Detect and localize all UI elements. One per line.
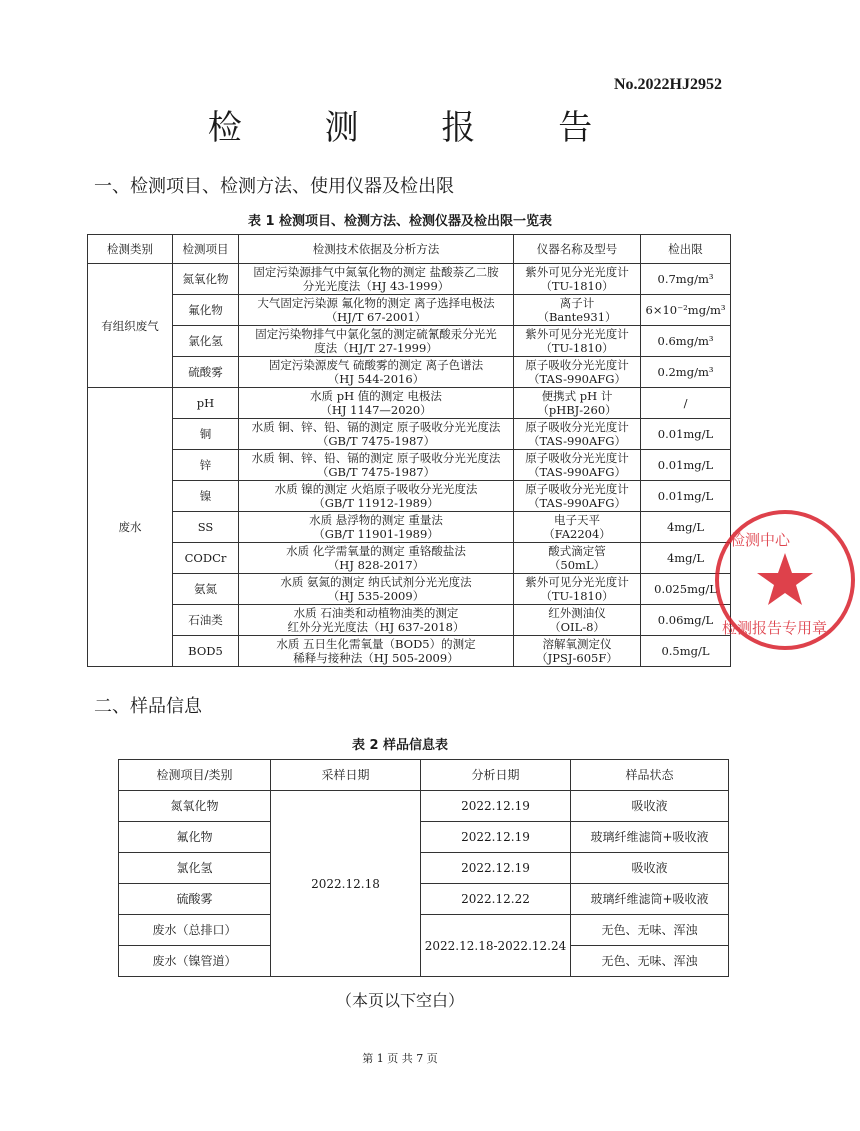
header-cell: 样品状态	[571, 760, 729, 791]
section-2-heading: 二、样品信息	[94, 696, 202, 717]
instrument-cell	[514, 326, 641, 357]
sample-state: 玻璃纤维滤筒+吸收液	[571, 884, 729, 915]
analysis-date: 2022.12.22	[421, 884, 571, 915]
instrument-line: （TU-1810）	[540, 589, 614, 603]
item-cell: 锌	[173, 450, 239, 481]
instrument-line: 原子吸收分光光度计	[525, 420, 629, 434]
category-cell: 废水	[88, 388, 173, 667]
instrument-line: 紫外可见分光光度计	[525, 265, 629, 279]
instrument-line: （OIL-8）	[549, 620, 605, 634]
item-cell: 氟化物	[173, 295, 239, 326]
header-cell: 检测项目/类别	[119, 760, 271, 791]
method-line: 固定污染源废气 硫酸雾的测定 离子色谱法	[268, 358, 484, 372]
detection-methods-table	[87, 234, 731, 667]
table-row	[88, 605, 731, 636]
sample-item: 硫酸雾	[119, 884, 271, 915]
blank-note: （本页以下空白）	[335, 991, 464, 1010]
report-number: No.2022HJ2952	[614, 76, 722, 93]
header-cell: 采样日期	[271, 760, 421, 791]
method-line: （HJ 544-2016）	[327, 372, 425, 386]
instrument-line: （TAS-990AFG）	[528, 465, 626, 479]
instrument-cell	[514, 543, 641, 574]
table-row	[88, 388, 731, 419]
limit-cell: 4mg/L	[641, 512, 731, 543]
method-cell	[239, 295, 514, 326]
table-row	[88, 295, 731, 326]
instrument-cell	[514, 574, 641, 605]
sample-state: 无色、无味、浑浊	[571, 946, 729, 977]
method-line: 红外分光光度法（HJ 637-2018）	[287, 620, 465, 634]
method-cell	[239, 574, 514, 605]
method-cell	[239, 450, 514, 481]
header-cell: 检出限	[641, 235, 731, 264]
instrument-line: （TAS-990AFG）	[528, 496, 626, 510]
table-row	[119, 791, 729, 822]
instrument-line: 离子计	[559, 296, 595, 310]
item-cell: pH	[173, 388, 239, 419]
limit-cell: 0.06mg/L	[641, 605, 731, 636]
item-cell: 石油类	[173, 605, 239, 636]
method-line: 大气固定污染源 氟化物的测定 离子选择电极法	[257, 296, 495, 310]
instrument-line: 便携式 pH 计	[541, 389, 613, 403]
page-footer: 第 1 页 共 7 页	[362, 1052, 438, 1065]
instrument-line: 原子吸收分光光度计	[525, 358, 629, 372]
analysis-date: 2022.12.19	[421, 791, 571, 822]
table-2-caption: 表 2 样品信息表	[351, 738, 449, 753]
instrument-cell	[514, 264, 641, 295]
method-line: （GB/T 11901-1989）	[313, 527, 439, 541]
table-row	[88, 481, 731, 512]
method-cell	[239, 636, 514, 667]
table-header-row	[119, 760, 729, 791]
item-cell: CODCr	[173, 543, 239, 574]
instrument-cell	[514, 388, 641, 419]
table-row	[88, 326, 731, 357]
instrument-line: 电子天平	[554, 513, 600, 527]
limit-cell: 0.01mg/L	[641, 481, 731, 512]
method-line: （GB/T 11912-1989）	[313, 496, 439, 510]
table-row	[88, 450, 731, 481]
instrument-line: （50mL）	[548, 558, 606, 572]
instrument-line: （TAS-990AFG）	[528, 434, 626, 448]
limit-cell: 4mg/L	[641, 543, 731, 574]
analysis-date: 2022.12.19	[421, 853, 571, 884]
sample-item: 废水（总排口）	[119, 915, 271, 946]
item-cell: BOD5	[173, 636, 239, 667]
category-cell: 有组织废气	[88, 264, 173, 388]
instrument-line: 红外测油仪	[548, 606, 606, 620]
instrument-line: （pHBJ-260）	[537, 403, 617, 417]
limit-cell: 0.01mg/L	[641, 419, 731, 450]
instrument-line: （TU-1810）	[540, 341, 614, 355]
method-cell	[239, 512, 514, 543]
section-1-heading: 一、检测项目、检测方法、使用仪器及检出限	[94, 176, 454, 197]
item-cell: 铜	[173, 419, 239, 450]
table-header-row	[88, 235, 731, 264]
method-line: 固定污染物排气中氯化氢的测定硫氰酸汞分光光	[255, 327, 497, 341]
table-row	[88, 636, 731, 667]
limit-cell: 6×10⁻²mg/m³	[641, 295, 731, 326]
instrument-cell	[514, 481, 641, 512]
sample-state: 吸收液	[571, 853, 729, 884]
header-cell: 检测技术依据及分析方法	[239, 235, 514, 264]
method-cell	[239, 419, 514, 450]
table-row	[88, 574, 731, 605]
instrument-cell	[514, 357, 641, 388]
instrument-line: （FA2204）	[543, 527, 611, 541]
method-line: （HJ 535-2009）	[327, 589, 425, 603]
instrument-line: 原子吸收分光光度计	[525, 482, 629, 496]
instrument-cell	[514, 636, 641, 667]
table-row	[88, 419, 731, 450]
method-line: 水质 铜、锌、铅、镉的测定 原子吸收分光光度法	[251, 451, 501, 465]
instrument-line: 酸式滴定管	[548, 544, 606, 558]
method-line: 水质 石油类和动植物油类的测定	[293, 606, 459, 620]
method-cell	[239, 388, 514, 419]
method-line: 水质 悬浮物的测定 重量法	[309, 513, 443, 527]
method-line: 度法（HJ/T 27-1999）	[314, 341, 438, 355]
sample-item: 氮氧化物	[119, 791, 271, 822]
item-cell: 镍	[173, 481, 239, 512]
instrument-cell	[514, 295, 641, 326]
table-row	[88, 512, 731, 543]
limit-cell: 0.7mg/m³	[641, 264, 731, 295]
table-row	[88, 357, 731, 388]
item-cell: SS	[173, 512, 239, 543]
table-row	[119, 915, 729, 946]
limit-cell: 0.2mg/m³	[641, 357, 731, 388]
analysis-date: 2022.12.19	[421, 822, 571, 853]
method-line: 水质 镍的测定 火焰原子吸收分光光度法	[274, 482, 478, 496]
table-row	[88, 543, 731, 574]
method-cell	[239, 605, 514, 636]
page-title: 检 测 报 告	[207, 108, 629, 148]
table-row	[119, 884, 729, 915]
limit-cell: 0.6mg/m³	[641, 326, 731, 357]
method-line: 水质 化学需氧量的测定 重铬酸盐法	[286, 544, 466, 558]
header-cell: 仪器名称及型号	[514, 235, 641, 264]
instrument-cell	[514, 605, 641, 636]
instrument-line: 紫外可见分光光度计	[525, 327, 629, 341]
sample-item: 废水（镍管道）	[119, 946, 271, 977]
instrument-cell	[514, 512, 641, 543]
sample-item: 氟化物	[119, 822, 271, 853]
item-cell: 硫酸雾	[173, 357, 239, 388]
header-cell: 检测项目	[173, 235, 239, 264]
table-1-caption: 表 1 检测项目、检测方法、检测仪器及检出限一览表	[247, 214, 553, 229]
limit-cell: 0.01mg/L	[641, 450, 731, 481]
header-cell: 检测类别	[88, 235, 173, 264]
item-cell: 氮氧化物	[173, 264, 239, 295]
svg-text:检测中心: 检测中心	[730, 531, 791, 549]
method-cell	[239, 543, 514, 574]
sample-state: 玻璃纤维滤筒+吸收液	[571, 822, 729, 853]
limit-cell: /	[641, 388, 731, 419]
instrument-line: （JPSJ-605F）	[536, 651, 618, 665]
sampling-date: 2022.12.18	[271, 791, 421, 977]
sample-item: 氯化氢	[119, 853, 271, 884]
method-line: 水质 铜、锌、铅、镉的测定 原子吸收分光光度法	[251, 420, 501, 434]
table-row	[119, 822, 729, 853]
item-cell: 氯化氢	[173, 326, 239, 357]
sample-info-table	[118, 759, 729, 977]
sample-state: 吸收液	[571, 791, 729, 822]
method-cell	[239, 481, 514, 512]
method-line: 水质 五日生化需氧量（BOD5）的测定	[276, 637, 476, 651]
item-cell: 氨氮	[173, 574, 239, 605]
method-line: （GB/T 7475-1987）	[316, 465, 436, 479]
limit-cell: 0.025mg/L	[641, 574, 731, 605]
sample-state: 无色、无味、浑浊	[571, 915, 729, 946]
method-cell	[239, 326, 514, 357]
instrument-cell	[514, 419, 641, 450]
method-cell	[239, 357, 514, 388]
method-line: （HJ/T 67-2001）	[325, 310, 427, 324]
method-line: （HJ 1147—2020）	[320, 403, 432, 417]
instrument-line: （Bante931）	[537, 310, 617, 324]
instrument-line: （TU-1810）	[540, 279, 614, 293]
method-line: 水质 pH 值的测定 电极法	[310, 389, 442, 403]
method-line: 水质 氨氮的测定 纳氏试剂分光光度法	[280, 575, 472, 589]
method-line: 固定污染源排气中氮氧化物的测定 盐酸萘乙二胺	[253, 265, 499, 279]
method-line: （HJ 828-2017）	[327, 558, 425, 572]
instrument-cell	[514, 450, 641, 481]
instrument-line: （TAS-990AFG）	[528, 372, 626, 386]
instrument-line: 溶解氧测定仪	[542, 637, 612, 651]
method-line: 稀释与接种法（HJ 505-2009）	[293, 651, 459, 665]
table-row	[119, 853, 729, 884]
method-line: （GB/T 7475-1987）	[316, 434, 436, 448]
seal-stamp-icon	[710, 505, 860, 655]
svg-text:检测报告专用章: 检测报告专用章	[722, 619, 828, 637]
table-row	[88, 264, 731, 295]
limit-cell: 0.5mg/L	[641, 636, 731, 667]
instrument-line: 原子吸收分光光度计	[525, 451, 629, 465]
header-cell: 分析日期	[421, 760, 571, 791]
analysis-date: 2022.12.18-2022.12.24	[421, 915, 571, 977]
method-line: 分光光度法（HJ 43-1999）	[302, 279, 450, 293]
instrument-line: 紫外可见分光光度计	[525, 575, 629, 589]
method-cell	[239, 264, 514, 295]
